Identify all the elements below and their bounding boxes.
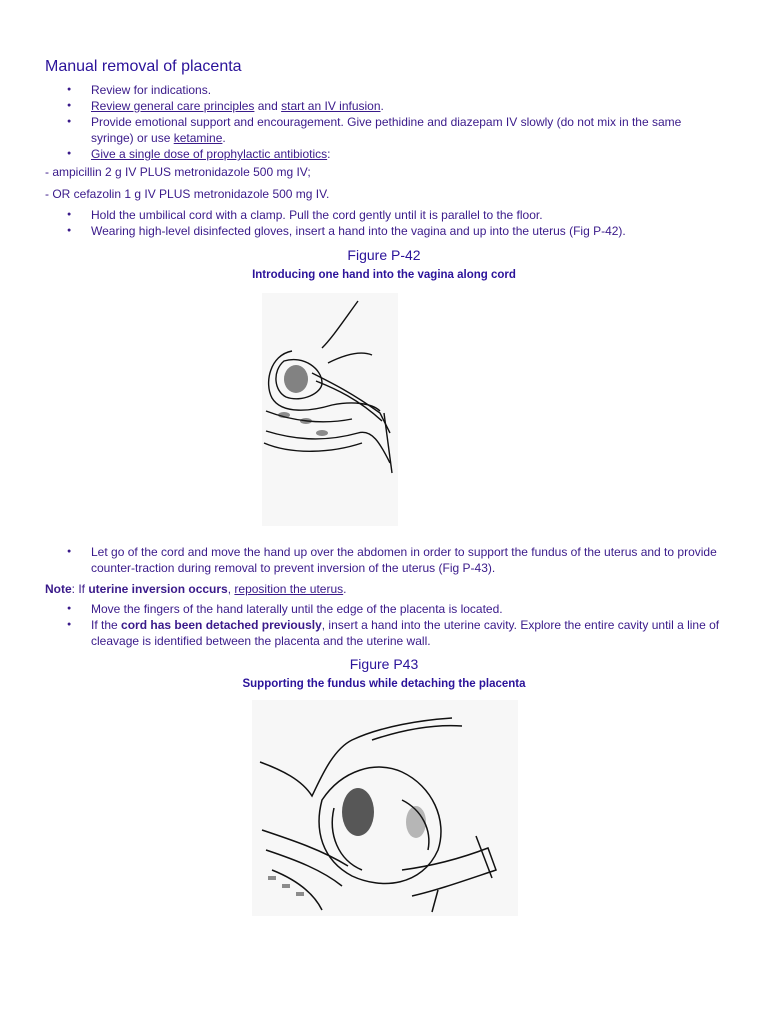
iv-infusion-link[interactable]: start an IV infusion	[281, 99, 381, 113]
list-item: ● Review for indications.	[45, 82, 725, 98]
page-title: Manual removal of placenta	[45, 58, 242, 75]
list-item: ● If the cord has been detached previously, insert a hand into the uterine cavity. Explore the entire cavity until a line of cleavage is identified between the placenta and the uterine wall.	[45, 617, 725, 649]
list-item: ● Move the fingers of the hand laterally until the edge of the placenta is located.	[45, 601, 725, 617]
list-item: ● Hold the umbilical cord with a clamp. Pull the cord gently until it is parallel to the floor.	[45, 207, 725, 223]
dose-line-1: - ampicillin 2 g IV PLUS metronidazole 500 mg IV;	[45, 165, 311, 179]
figure-caption: Supporting the fundus while detaching the placenta	[242, 678, 526, 690]
ketamine-link[interactable]: ketamine	[173, 131, 223, 145]
general-care-principles-link[interactable]: Review general care principles	[91, 99, 255, 113]
note-emphasis: uterine inversion occurs	[88, 582, 228, 596]
procedure-list-1	[45, 207, 725, 239]
antibiotics-link[interactable]: Give a single dose of prophylactic antibiotics	[91, 147, 328, 161]
hand-insertion-drawing	[262, 293, 398, 526]
procedure-list-3	[45, 601, 725, 649]
procedure-list-2	[45, 544, 725, 576]
list-item: ● Wearing high-level disinfected gloves, insert a hand into the vagina and up into the uterus (Fig P-42).	[45, 223, 725, 239]
preparation-list	[45, 82, 725, 162]
dose-line-2: - OR cefazolin 1 g IV PLUS metronidazole 500 mg IV.	[45, 187, 330, 201]
note-label: Note	[45, 582, 72, 596]
figure-caption: Introducing one hand into the vagina along cord	[252, 269, 516, 281]
fundus-support-drawing	[252, 700, 518, 916]
note-line: Note: If uterine inversion occurs, reposition the uterus.	[45, 582, 347, 596]
figure-p42-illustration	[262, 293, 398, 526]
list-item: ● Provide emotional support and encouragement. Give pethidine and diazepam IV slowly (do not mix in the same syringe) or use ketamine.	[45, 114, 725, 146]
list-item: ● Let go of the cord and move the hand up over the abdomen in order to support the fundus of the uterus and to provide counter-traction during removal to prevent inversion of the uterus (Fig P-43).	[45, 544, 725, 576]
list-item: ● Review general care principles and start an IV infusion.	[45, 98, 725, 114]
figure-p43-illustration	[252, 700, 518, 916]
figure-title: Figure P-42	[347, 247, 421, 263]
reposition-uterus-link[interactable]: reposition the uterus	[234, 582, 344, 596]
list-item: ● Give a single dose of prophylactic antibiotics:	[45, 146, 725, 162]
figure-title: Figure P43	[349, 656, 419, 672]
